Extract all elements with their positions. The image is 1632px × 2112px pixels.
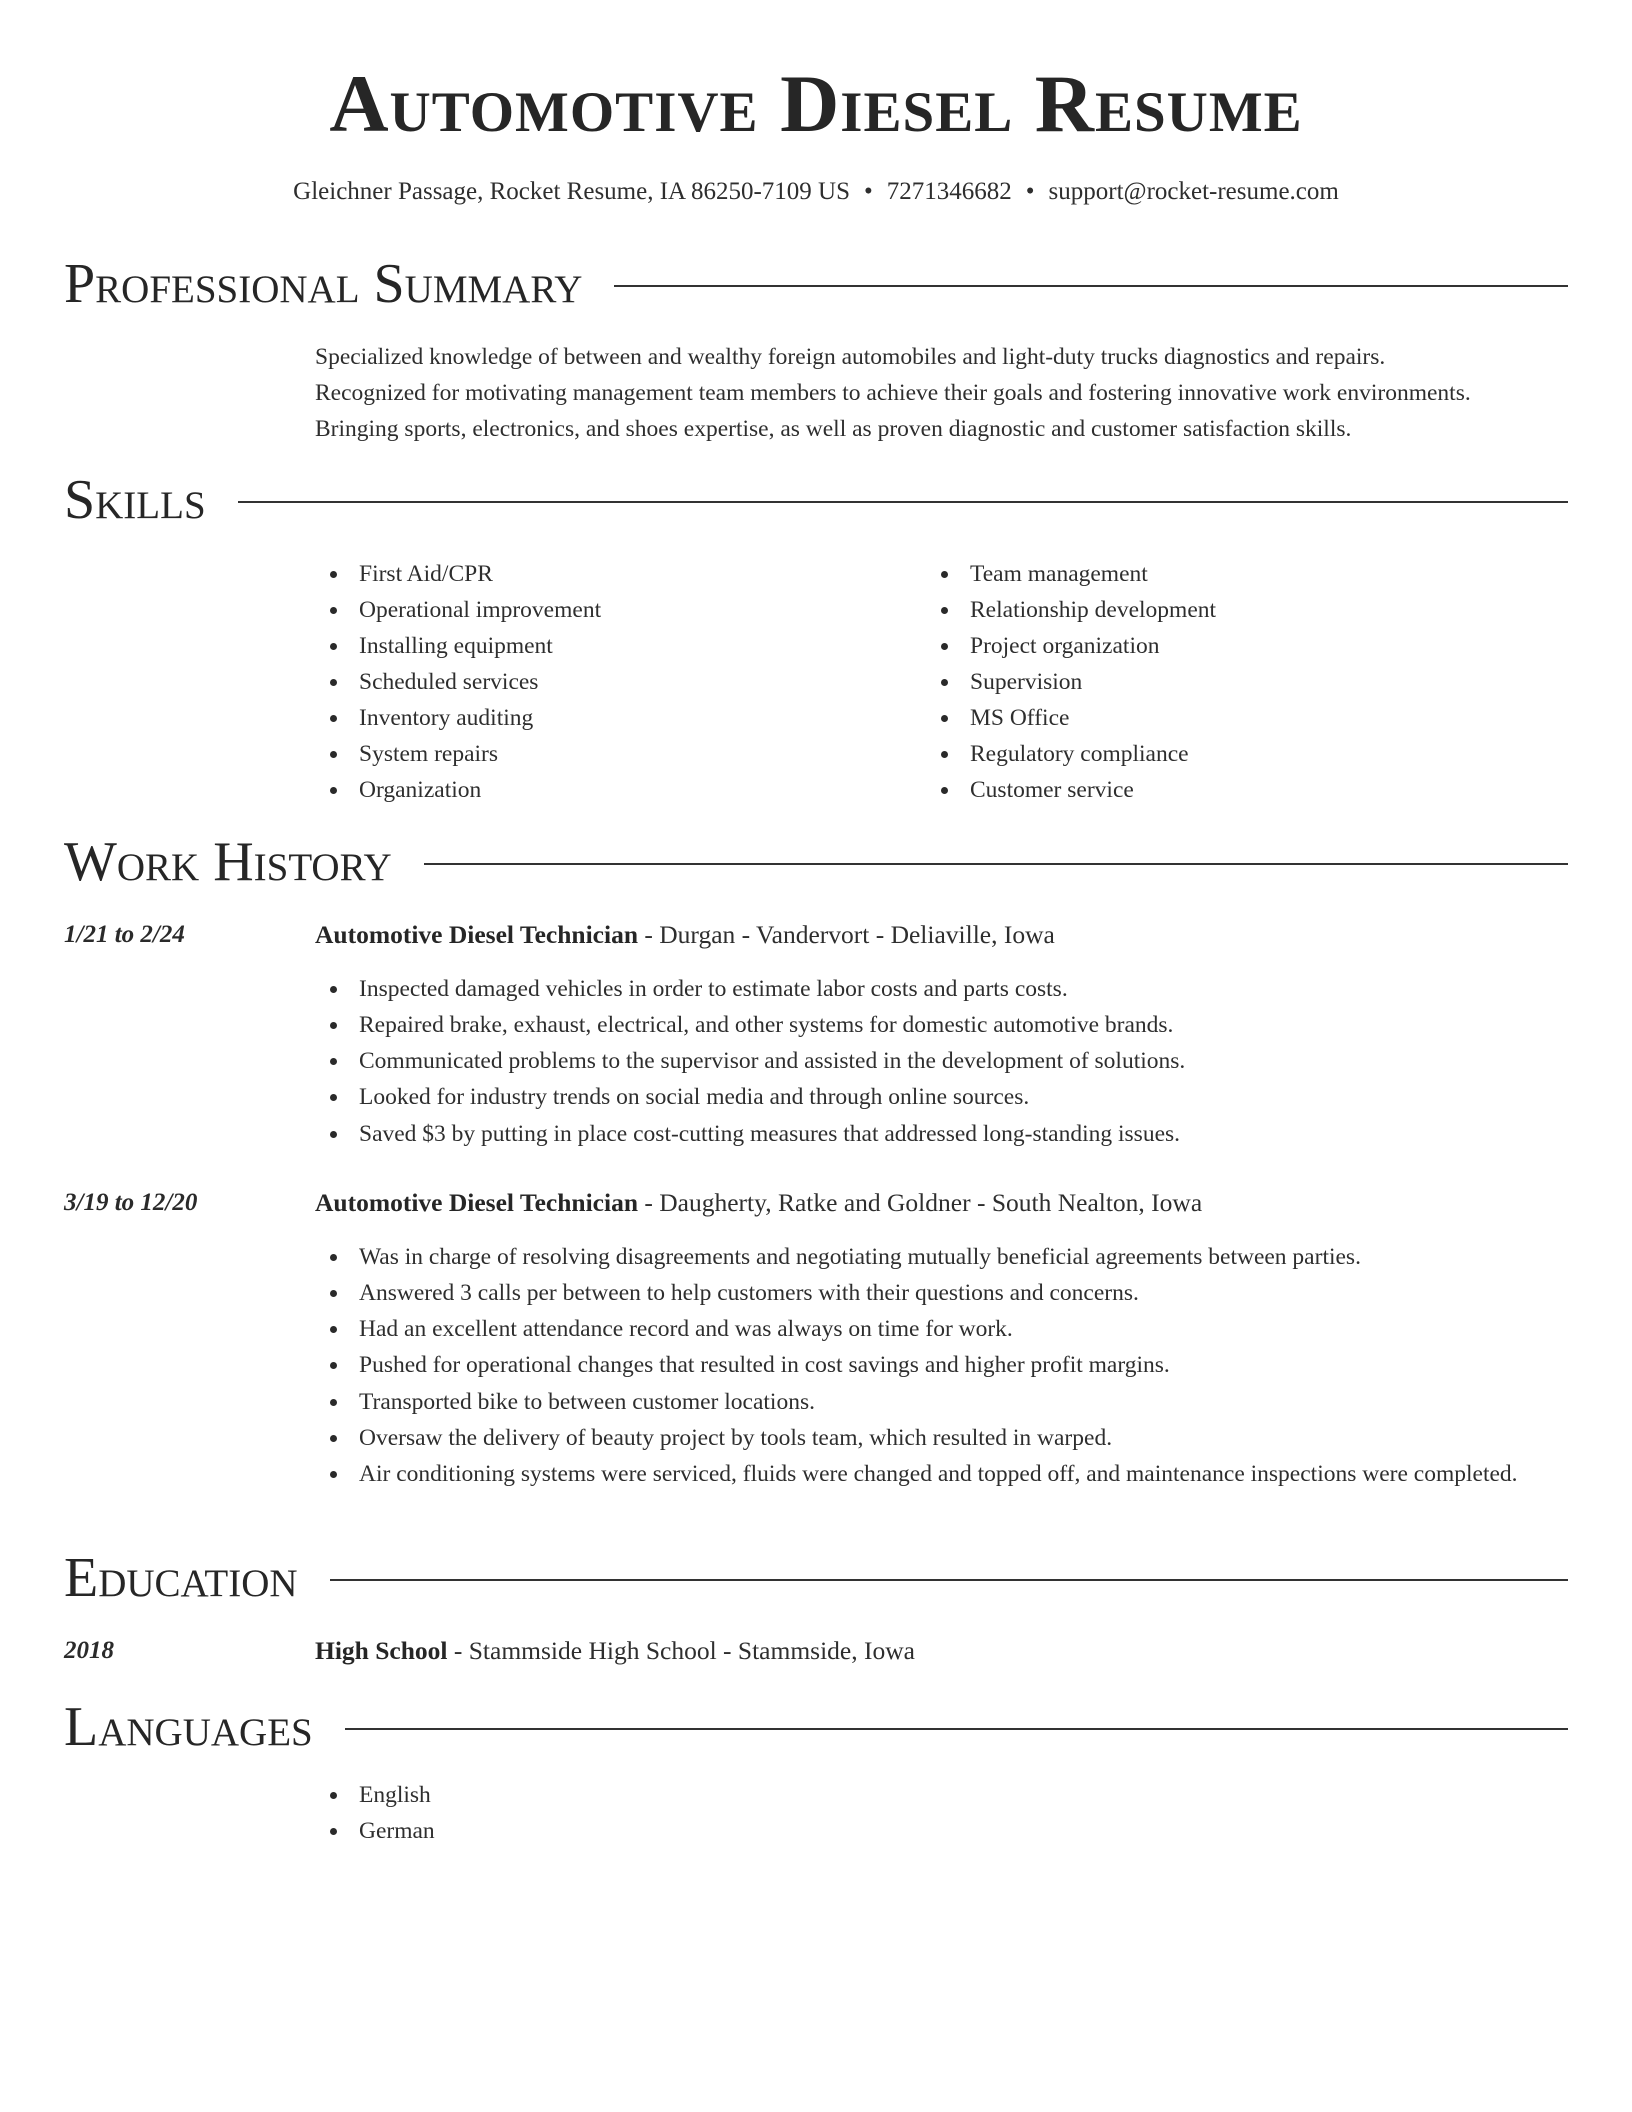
language-item: German [315, 1813, 1568, 1849]
list-item: Inspected damaged vehicles in order to estimate labor costs and parts costs. [315, 971, 1568, 1007]
skill-item: System repairs [315, 736, 875, 772]
summary-line: Bringing sports, electronics, and shoes expertise, as well as proven diagnostic and customer satisfaction skills. [315, 416, 1352, 442]
list-item: Looked for industry trends on social media and through online sources. [315, 1079, 1568, 1115]
summary-line: Recognized for motivating management team members to achieve their goals and fostering innovative work environments. [315, 380, 1471, 406]
languages-list [315, 1777, 1568, 1849]
list-item: Had an excellent attendance record and was always on time for work. [315, 1311, 1568, 1347]
section-divider [614, 285, 1568, 287]
work-section-header [64, 830, 1568, 894]
skill-item: Relationship development [926, 592, 1486, 628]
skill-item: Inventory auditing [315, 700, 875, 736]
job-title: Automotive Diesel Technician [315, 920, 638, 949]
job-employer: - Daugherty, Ratke and Goldner - South Nealton, Iowa [638, 1188, 1203, 1217]
education-heading [315, 1633, 1568, 1669]
job-bullets [315, 1239, 1568, 1492]
section-title: Education [64, 1547, 298, 1609]
skill-item: MS Office [926, 700, 1486, 736]
address: Gleichner Passage, Rocket Resume, IA 86250-7109 US [293, 178, 851, 205]
summary-line: Specialized knowledge of between and wealthy foreign automobiles and light-duty trucks diagnostics and repairs. [315, 344, 1386, 370]
list-item: Saved $3 by putting in place cost-cutting measures that addressed long-standing issues. [315, 1116, 1568, 1152]
email: support@rocket-resume.com [1048, 178, 1339, 205]
skill-item: Operational improvement [315, 592, 875, 628]
section-title: Work History [64, 831, 392, 893]
skills-list-left [315, 556, 875, 808]
skills-list-right [926, 556, 1486, 808]
languages-section-header [64, 1695, 1568, 1759]
skill-item: Project organization [926, 628, 1486, 664]
list-item: Communicated problems to the supervisor and assisted in the development of solutions. [315, 1043, 1568, 1079]
resume-title: Automotive Diesel Resume [329, 58, 1303, 149]
summary-section-header [64, 252, 1568, 316]
section-divider [238, 501, 1568, 503]
education-year: 2018 [64, 1637, 114, 1664]
list-item: Was in charge of resolving disagreements and negotiating mutually beneficial agreements between parties. [315, 1239, 1568, 1275]
contact-separator: • [864, 178, 873, 205]
education-section-header [64, 1546, 1568, 1610]
section-divider [330, 1579, 1568, 1581]
skill-item: Scheduled services [315, 664, 875, 700]
list-item: Transported bike to between customer locations. [315, 1384, 1568, 1420]
contact-line [0, 176, 1632, 208]
section-title: Professional Summary [64, 253, 583, 315]
skills-section-header [64, 468, 1568, 532]
language-item: English [315, 1777, 1568, 1813]
job-bullets [315, 971, 1568, 1152]
skill-item: Organization [315, 772, 875, 808]
section-divider [345, 1728, 1568, 1730]
skill-item: Regulatory compliance [926, 736, 1486, 772]
list-item: Oversaw the delivery of beauty project by tools team, which resulted in warped. [315, 1420, 1568, 1456]
summary-text [315, 339, 1568, 447]
skill-item: Installing equipment [315, 628, 875, 664]
job-title: Automotive Diesel Technician [315, 1188, 638, 1217]
skill-item: Customer service [926, 772, 1486, 808]
education-school: - Stammside High School - Stammside, Iowa [447, 1636, 915, 1665]
skill-item: Team management [926, 556, 1486, 592]
job-dates: 3/19 to 12/20 [64, 1189, 198, 1216]
education-degree: High School [315, 1636, 448, 1665]
job-heading [315, 1185, 1568, 1221]
skill-item: First Aid/CPR [315, 556, 875, 592]
contact-separator: • [1025, 178, 1035, 205]
job-employer: - Durgan - Vandervort - Deliaville, Iowa [638, 920, 1055, 949]
section-title: Languages [64, 1696, 313, 1758]
job-dates: 1/21 to 2/24 [64, 921, 185, 948]
list-item: Answered 3 calls per between to help customers with their questions and concerns. [315, 1275, 1568, 1311]
section-divider [424, 863, 1568, 865]
job-heading [315, 917, 1568, 953]
list-item: Air conditioning systems were serviced, fluids were changed and topped off, and maintenance inspections were completed. [315, 1456, 1568, 1492]
list-item: Repaired brake, exhaust, electrical, and other systems for domestic automotive brands. [315, 1007, 1568, 1043]
skill-item: Supervision [926, 664, 1486, 700]
list-item: Pushed for operational changes that resulted in cost savings and higher profit margins. [315, 1347, 1568, 1383]
phone: 7271346682 [886, 178, 1012, 205]
section-title: Skills [64, 469, 206, 531]
